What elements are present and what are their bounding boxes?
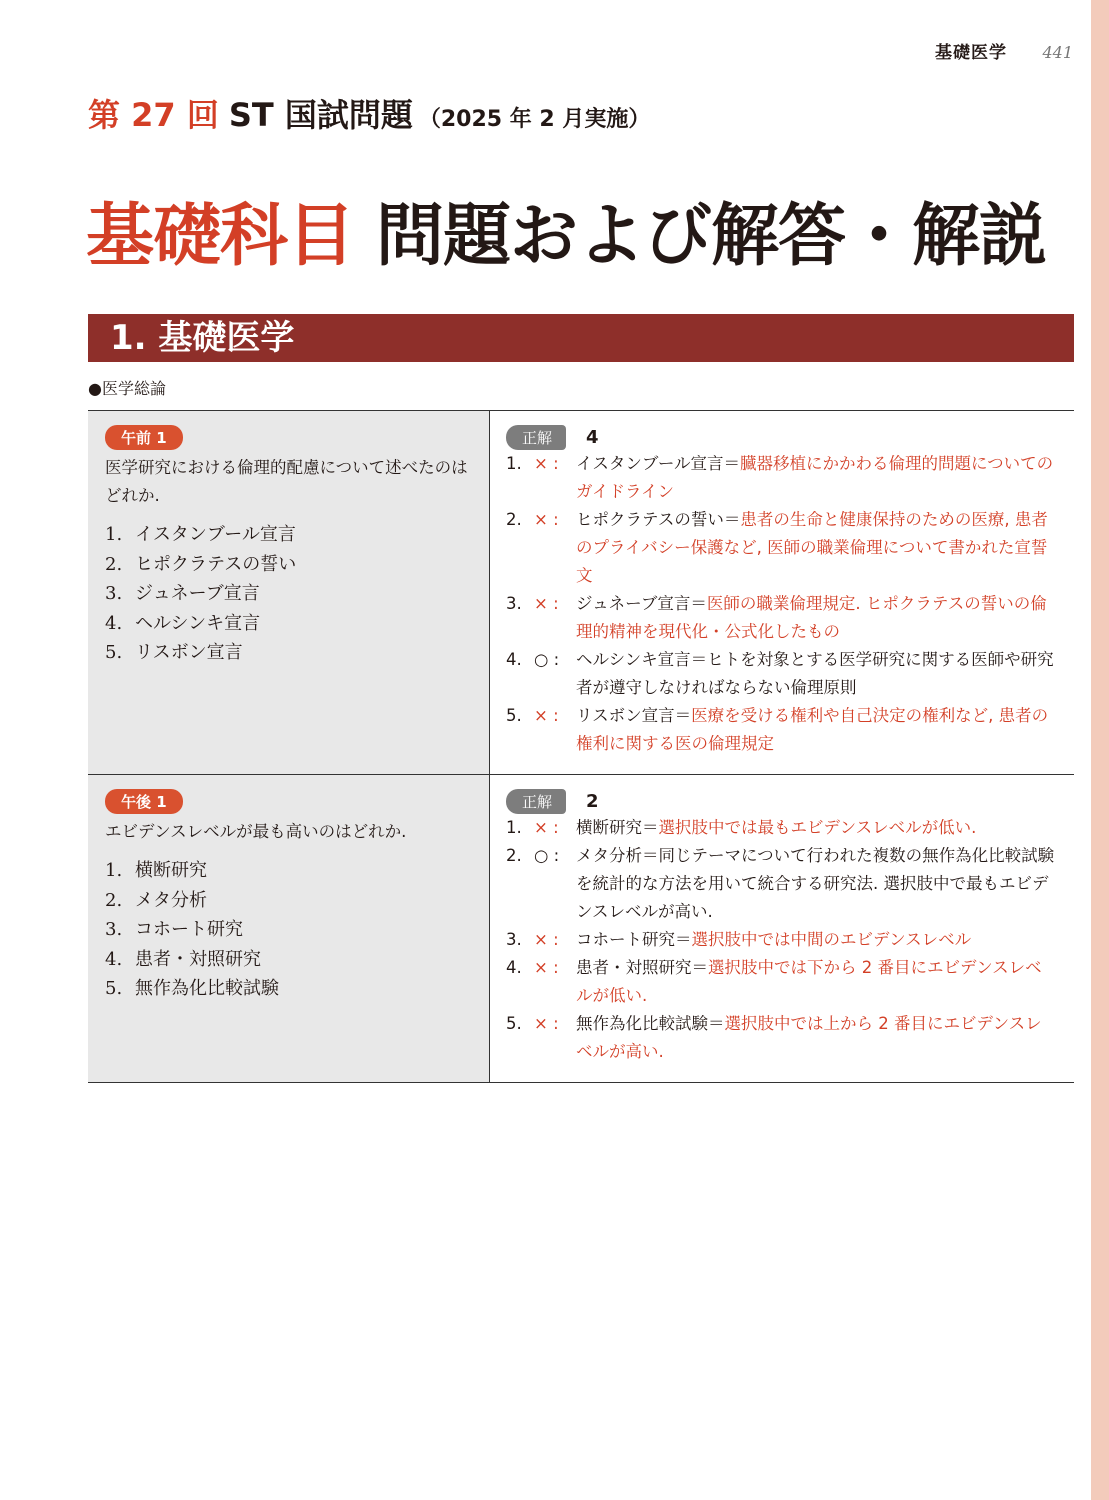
- exam-subtitle: [88, 90, 650, 136]
- explanation-term: イスタンブール宣言＝: [576, 454, 741, 473]
- question-text: エビデンスレベルが最も高いのはどれか.: [105, 822, 407, 841]
- answer-number: 4: [586, 427, 599, 448]
- running-head: [0, 38, 1073, 63]
- option-number: 4.: [105, 612, 123, 634]
- option-text: コホート研究: [135, 919, 243, 940]
- explanation-text: 医師の職業倫理規定. ヒポクラテスの誓いの倫理的精神を現代化・公式化したもの: [576, 594, 1047, 641]
- explanation-item: [506, 590, 1058, 646]
- incorrect-mark: × :: [534, 454, 559, 473]
- option-number: 1.: [105, 860, 123, 881]
- section-header: [88, 314, 1074, 362]
- question-badge: 午前 1: [105, 425, 183, 450]
- incorrect-mark: × :: [534, 1014, 559, 1033]
- page-title-red: 基礎科目: [86, 197, 355, 276]
- explanation-text: 選択肢中では下から 2 番目にエビデンスレベルが低い.: [576, 958, 1042, 1005]
- option-text: リスボン宣言: [135, 642, 243, 663]
- question-option: [105, 886, 473, 916]
- option-text: ジュネーブ宣言: [135, 583, 260, 604]
- explanation-text: 医療を受ける権利や自己決定の権利など, 患者の権利に関する医の倫理規定: [576, 706, 1049, 753]
- explanation-item: [506, 702, 1058, 758]
- explanation-item: [506, 450, 1058, 506]
- page-title-black: 問題および解答・解説: [376, 197, 1047, 276]
- incorrect-mark: × :: [534, 706, 559, 725]
- qa-row: [88, 411, 1074, 775]
- explanation-item: [506, 814, 1058, 842]
- correct-mark: ○ :: [534, 846, 560, 865]
- option-text: イスタンブール宣言: [135, 524, 296, 545]
- option-number: 5.: [105, 978, 123, 999]
- side-strip: [1091, 0, 1109, 1500]
- running-head-section: 基礎医学: [935, 43, 1008, 63]
- explanation-number: 4.: [506, 650, 522, 669]
- answer-badge: 正解: [506, 425, 566, 450]
- option-text: 無作為化比較試験: [135, 978, 279, 999]
- explanation-term: ヒポクラテスの誓い＝: [576, 510, 741, 529]
- option-text: メタ分析: [135, 889, 207, 911]
- question-option: [105, 974, 473, 1004]
- qa-table: [88, 410, 1074, 1083]
- section-header-label: 1. 基礎医学: [110, 318, 295, 358]
- option-number: 3.: [105, 583, 123, 604]
- exam-number: 第 27 回: [88, 96, 219, 134]
- page-number: 441: [1042, 43, 1073, 62]
- question-option: [105, 945, 473, 975]
- question-option: [105, 915, 473, 945]
- question-option: [105, 520, 473, 550]
- answer-cell: [490, 775, 1074, 1082]
- answer-header: [506, 425, 1058, 450]
- explanation-item: [506, 926, 1058, 954]
- question-options: [105, 520, 473, 668]
- explanation-term: リスボン宣言＝: [576, 706, 692, 725]
- question-text: 医学研究における倫理的配慮について述べたのはどれか.: [105, 458, 468, 505]
- explanation-number: 2.: [506, 846, 522, 865]
- explanation-term: ヘルシンキ宣言＝ヒトを対象とする医学研究に関する医師や研究者が遵守しなければならない倫理原則: [576, 650, 1054, 697]
- exam-date: （2025 年 2 月実施）: [418, 107, 651, 132]
- answer-badge: 正解: [506, 789, 566, 814]
- question-option: [105, 579, 473, 609]
- exam-name: ST 国試問題: [228, 96, 413, 134]
- subsection-label: ●医学総論: [88, 379, 166, 398]
- answer-number: 2: [586, 791, 599, 812]
- explanation-term: ジュネーブ宣言＝: [576, 594, 707, 613]
- explanation-item: [506, 646, 1058, 702]
- incorrect-mark: × :: [534, 818, 559, 837]
- option-number: 2.: [105, 889, 123, 911]
- explanation-term: メタ分析＝同じテーマについて行われた複数の無作為化比較試験を統計的な方法を用いて統合する研究法. 選択肢中で最もエビデンスレベルが高い.: [576, 846, 1055, 921]
- explanation-number: 5.: [506, 1014, 522, 1033]
- explanation-number: 4.: [506, 958, 522, 977]
- page-title: [86, 182, 1046, 279]
- option-text: ヘルシンキ宣言: [135, 612, 261, 634]
- explanation-number: 1.: [506, 818, 522, 837]
- option-number: 1.: [105, 524, 123, 545]
- explanation-number: 2.: [506, 510, 522, 529]
- explanation-item: [506, 506, 1058, 590]
- explanation-number: 3.: [506, 930, 522, 949]
- explanation-item: [506, 842, 1058, 926]
- explanation-item: [506, 954, 1058, 1010]
- qa-row: [88, 775, 1074, 1083]
- explanation-text: 選択肢中では上から 2 番目にエビデンスレベルが高い.: [576, 1014, 1042, 1061]
- explanation-number: 3.: [506, 594, 522, 613]
- explanation-number: 5.: [506, 706, 522, 725]
- incorrect-mark: × :: [534, 594, 559, 613]
- option-text: 横断研究: [135, 860, 207, 881]
- incorrect-mark: × :: [534, 510, 559, 529]
- question-cell: [88, 775, 490, 1082]
- explanation-term: 患者・対照研究＝: [576, 958, 708, 977]
- question-option: [105, 550, 473, 580]
- option-text: ヒポクラテスの誓い: [135, 553, 297, 575]
- explanation-item: [506, 1010, 1058, 1066]
- option-text: 患者・対照研究: [135, 948, 261, 970]
- question-option: [105, 609, 473, 639]
- explanation-text: 選択肢中では最もエビデンスレベルが低い.: [658, 818, 977, 837]
- explanation-number: 1.: [506, 454, 522, 473]
- incorrect-mark: × :: [534, 958, 559, 977]
- question-option: [105, 638, 473, 668]
- question-badge: 午後 1: [105, 789, 183, 814]
- question-cell: [88, 411, 490, 774]
- option-number: 5.: [105, 642, 123, 663]
- option-number: 4.: [105, 948, 123, 970]
- explanation-text: 選択肢中では中間のエビデンスレベル: [691, 930, 972, 949]
- question-option: [105, 856, 473, 886]
- question-options: [105, 856, 473, 1004]
- correct-mark: ○ :: [534, 650, 560, 669]
- explanation-term: 無作為化比較試験＝: [576, 1014, 725, 1033]
- answer-cell: [490, 411, 1074, 774]
- incorrect-mark: × :: [534, 930, 559, 949]
- explanation-term: 横断研究＝: [576, 818, 659, 837]
- option-number: 2.: [105, 553, 123, 575]
- explanation-text: 臓器移植にかかわる倫理的問題についてのガイドライン: [576, 454, 1054, 501]
- option-number: 3.: [105, 919, 123, 940]
- answer-header: [506, 789, 1058, 814]
- explanation-term: コホート研究＝: [576, 930, 692, 949]
- explanation-text: 患者の生命と健康保持のための医療, 患者のプライバシー保護など, 医師の職業倫理について書かれた宣誓文: [576, 510, 1048, 585]
